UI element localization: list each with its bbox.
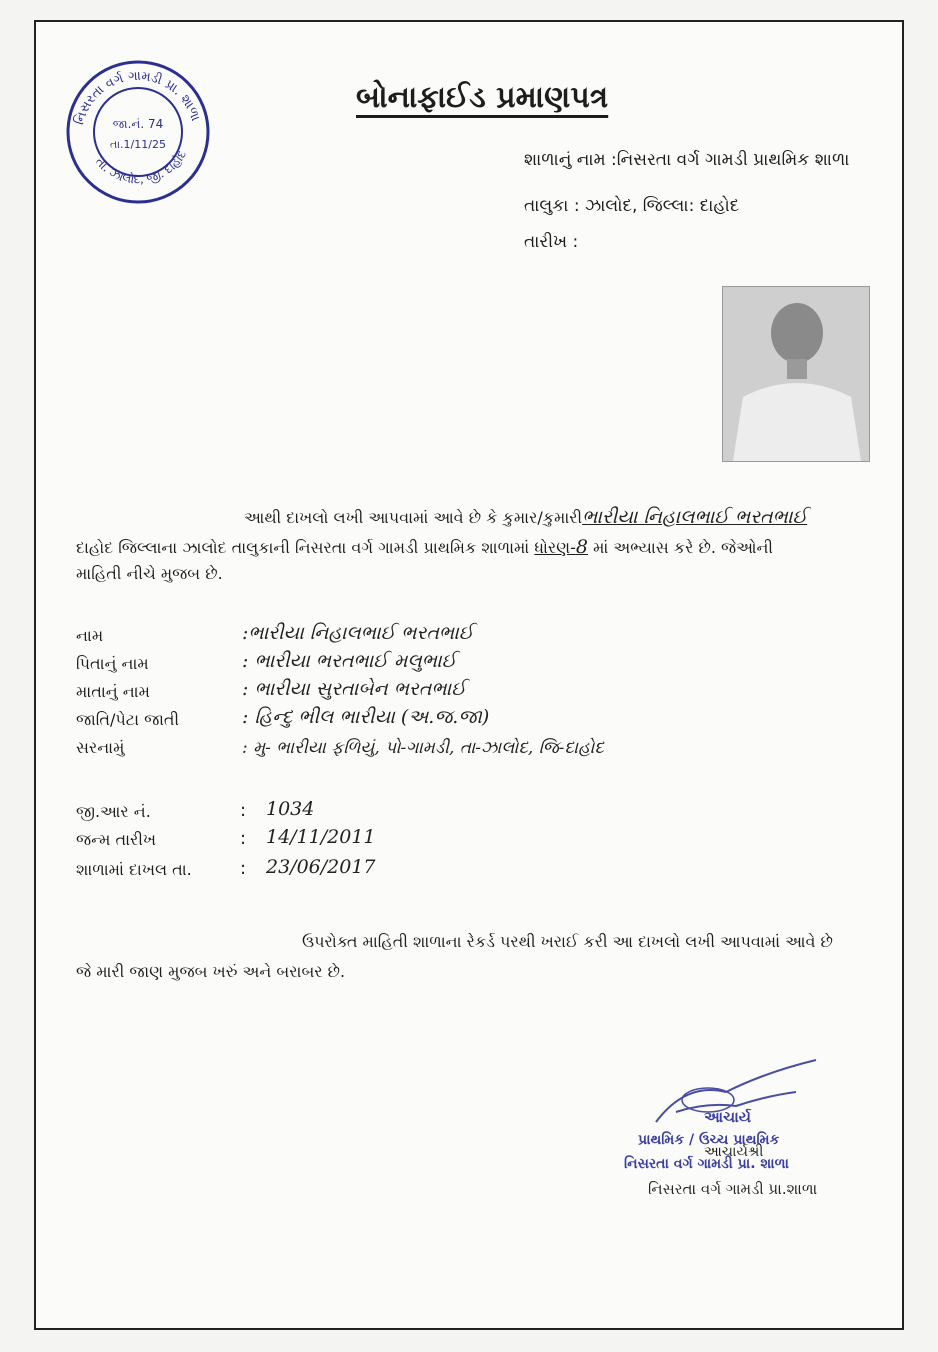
label-admission-date: શાળામાં દાખલ તા. <box>76 860 192 879</box>
student-photo <box>722 286 870 462</box>
value-birth-date: 14/11/2011 <box>266 826 376 848</box>
label-caste: જાતિ/પેટા જાતી <box>76 710 180 729</box>
svg-text:તા.1/11/25: તા.1/11/25 <box>110 138 166 151</box>
colon: : <box>240 828 247 849</box>
stamp-line-3: નિસરતા વર્ગ ગામડી પ્રા. શાળા <box>624 1156 789 1172</box>
value-name: :ભારીયા નિહાલભાઈ ભરતભાઈ <box>242 622 474 644</box>
value-caste: : હિન્દુ ભીલ ભારીયા (અ.જ.જા) <box>242 706 490 728</box>
intro-text-1: આથી દાખલો લખી આપવામાં આવે છે કે કુમાર/કુમારી <box>244 508 583 527</box>
label-father-name: પિતાનું નામ <box>76 654 149 673</box>
intro-line-1 <box>244 506 807 528</box>
label-mother-name: માતાનું નામ <box>76 682 150 701</box>
certificate-page <box>34 20 904 1330</box>
svg-text:તા. ઝાલોદ, જી. દાહોદ: તા. ઝાલોદ, જી. દાહોદ <box>92 147 190 187</box>
school-seal <box>64 58 212 206</box>
value-mother-name: : ભારીયા સુરતાબેન ભરતભાઈ <box>242 678 466 700</box>
value-father-name: : ભારીયા ભરતભાઈ મલુભાઈ <box>242 650 457 672</box>
principal-school: નિસરતા વર્ગ ગામડી પ્રા.શાળા <box>648 1180 818 1198</box>
colon: : <box>240 800 247 821</box>
colon: : <box>240 858 247 879</box>
intro-student-name: ભારીયા નિહાલભાઈ ભરતભાઈ <box>582 506 808 528</box>
taluka-district: તાલુકા : ઝાલોદ, જિલ્લા: દાહોદ <box>524 196 740 216</box>
svg-text:જા.નં. 74: જા.નં. 74 <box>112 117 164 131</box>
value-gr-number: 1034 <box>266 798 315 820</box>
closing-line-1: ઉપરોક્ત માહિતી શાળાના રેકર્ડ પરથી ખરાઈ કરી આ દાખલો લખી આપવામાં આવે છે <box>302 932 833 951</box>
closing-line-2: જે મારી જાણ મુજબ ખરું અને બરાબર છે. <box>76 962 346 981</box>
stamp-line-2: પ્રાથમિક / ઉચ્ચ પ્રાથમિક <box>638 1132 780 1148</box>
school-name: શાળાનું નામ :નિસરતા વર્ગ ગામડી પ્રાથમિક શાળા <box>524 150 850 170</box>
intro-text-2-end: માં અભ્યાસ કરે છે. જેઓની <box>593 538 773 557</box>
intro-line-2 <box>76 536 773 558</box>
svg-text:નિસરતા વર્ગ ગામડી પ્રા. શાળા: નિસરતા વર્ગ ગામડી પ્રા. શાળા <box>72 68 203 127</box>
intro-text-2: દાહોદ જિલ્લાના ઝાલોદ તાલુકાની નિસરતા વર્ગ ગામડી પ્રાથમિક શાળામાં <box>76 538 530 557</box>
label-name: નામ <box>76 626 104 645</box>
stamp-line-1: આચાર્ય <box>704 1108 752 1126</box>
value-admission-date: 23/06/2017 <box>266 856 376 878</box>
label-birth-date: જન્મ તારીખ <box>76 830 157 849</box>
principal-title: આચાર્યશ્રી <box>704 1144 764 1160</box>
std-label: ધોરણ- <box>534 538 576 557</box>
certificate-title: બોનાફાઈડ પ્રમાણપત્ર <box>356 80 609 115</box>
date-label: તારીખ : <box>524 232 579 252</box>
label-address: સરનામું <box>76 738 125 757</box>
std-value: 8 <box>575 536 589 558</box>
value-address: : મુ- ભારીયા ફળિયું, પો-ગામડી, તા-ઝાલોદ, જિ-દાહોદ <box>242 738 604 758</box>
principal-signature-block <box>616 1052 876 1222</box>
label-gr-number: જી.આર નં. <box>76 802 151 821</box>
intro-line-3: માહિતી નીચે મુજબ છે. <box>76 564 223 583</box>
